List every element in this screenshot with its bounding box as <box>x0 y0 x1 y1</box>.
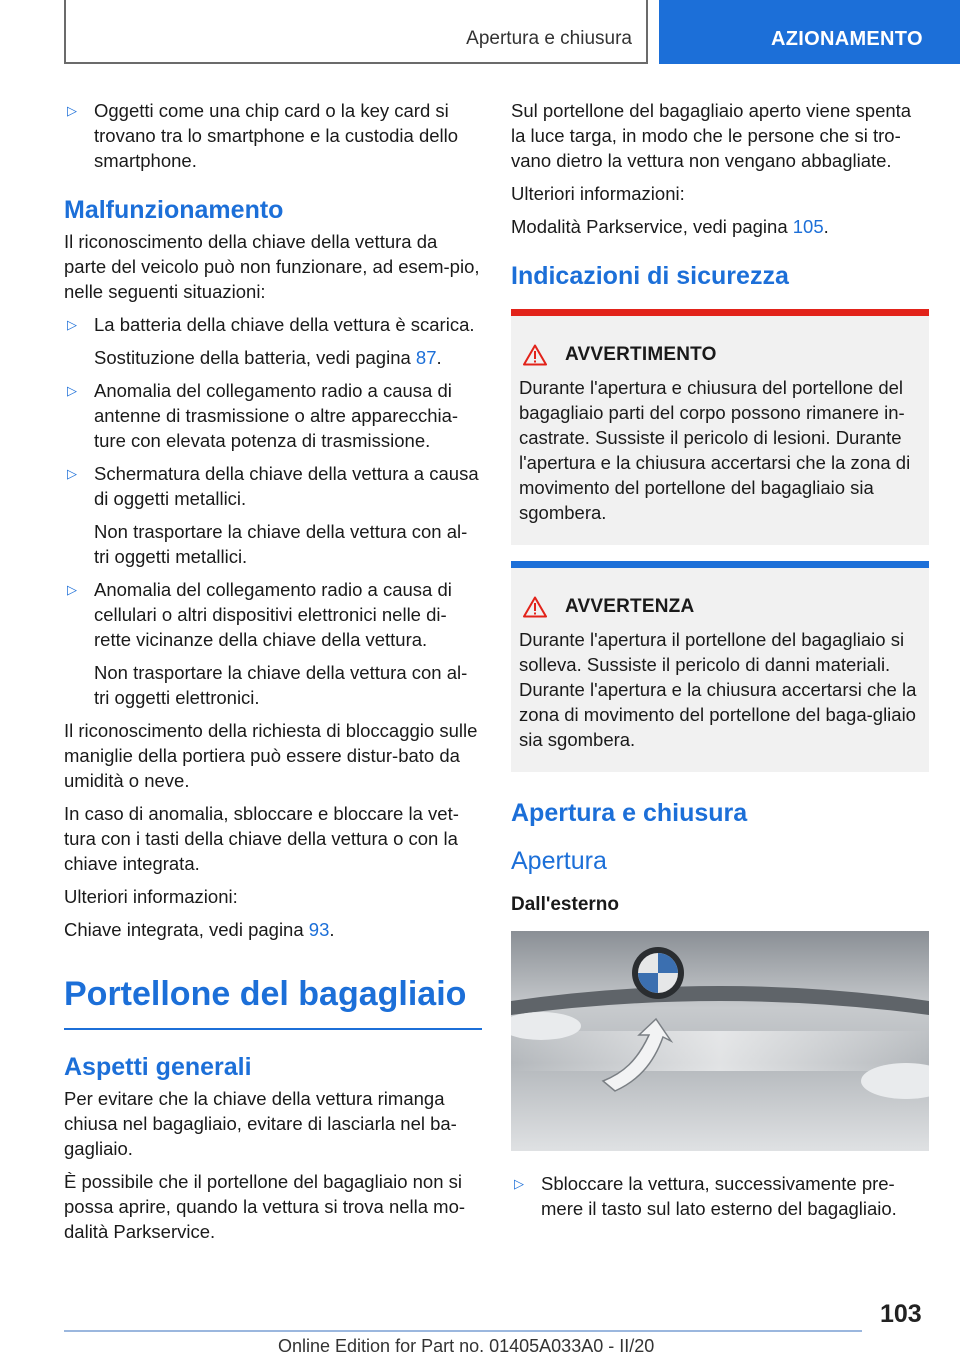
caution-box <box>511 561 929 772</box>
list-item-note: Non trasportare la chiave della vettura con al-tri oggetti elettronici. <box>94 662 468 708</box>
list-item: ▷ Anomalia del collegamento radio a causa di antenne di trasmissione o altre apparecchia-ture con elevata potenza di trasmissione. <box>67 380 459 451</box>
heading-portellone: Portellone del bagagliaio <box>64 972 482 1030</box>
warning-box <box>511 309 929 545</box>
list-item: ▷ Sbloccare la vettura, successivamente pre-mere il tasto sul lato esterno del bagagliaio. <box>514 1173 897 1219</box>
header-tab <box>659 0 960 64</box>
heading-indicazioni-sicurezza: Indicazioni di sicurezza <box>511 262 789 290</box>
warning-text: Durante l'apertura e chiusura del portellone del bagagliaio parti del corpo possono rimanere in-castrate. Sussiste il pericolo di lesioni. Durante l'apertura e la chiusura accertarsi che la zona di movimento del portellone del bagagliaio sia sgombera. <box>519 377 911 523</box>
list-item: ▷ Schermatura della chiave della vettura a causa di oggetti metallici. <box>67 463 479 509</box>
caution-title: AVVERTENZA <box>565 596 695 617</box>
caution-text: Durante l'apertura il portellone del bagagliaio si solleva. Sussiste il pericolo di danni materiali. Durante l'apertura e la chiusura accertarsi che la zona di movimento del portellone del baga-gliaio sia sgombera. <box>519 629 917 750</box>
page-number: 103 <box>880 1300 922 1328</box>
heading-malfunzionamento: Malfunzionamento <box>64 196 284 224</box>
page-link-93[interactable]: 93 <box>308 919 330 940</box>
list-item: ▷ Oggetti come una chip card o la key card si trovano tra lo smartphone e la custodia dello smartphone. <box>67 100 459 171</box>
paragraph: Per evitare che la chiave della vettura rimanga chiusa nel bagagliaio, evitare di lasciarla nel ba-gagliaio. <box>64 1088 457 1159</box>
warning-triangle-icon <box>523 344 547 366</box>
heading-aspetti-generali: Aspetti generali <box>64 1053 252 1081</box>
page-link-105[interactable]: 105 <box>792 216 824 237</box>
list-item: ▷ Anomalia del collegamento radio a causa di cellulari o altri dispositivi elettronici nelle di-rette vicinanze della chiave della vettura. <box>67 579 452 650</box>
list-item: ▷ La batteria della chiave della vettura è scarica. <box>67 314 475 335</box>
warning-title: AVVERTIMENTO <box>565 344 717 365</box>
heading-apertura: Apertura <box>511 847 607 875</box>
triangle-bullet-icon: ▷ <box>67 317 77 332</box>
paragraph: È possibile che il portellone del bagagliaio non si possa aprire, quando la vettura si trova nella mo-dalità Parkservice. <box>64 1171 466 1242</box>
list-item-note: Sostituzione della batteria, vedi pagina 87. <box>94 347 442 368</box>
triangle-bullet-icon: ▷ <box>67 582 77 597</box>
paragraph: Sul portellone del bagagliaio aperto viene spenta la luce targa, in modo che le persone che si tro-vano dietro la vettura non vengano abbagliate. <box>511 100 912 171</box>
paragraph: Il riconoscimento della chiave della vettura da parte del veicolo può non funzionare, ad esem-pio, nelle seguenti situazioni: <box>64 231 480 302</box>
paragraph: Ulteriori informazioni: <box>64 886 238 907</box>
left-column <box>64 98 482 1252</box>
triangle-bullet-icon: ▷ <box>67 103 77 118</box>
paragraph: Ulteriori informazioni: <box>511 183 685 204</box>
triangle-bullet-icon: ▷ <box>67 466 77 481</box>
footer-divider <box>64 1330 862 1332</box>
paragraph: Modalità Parkservice, vedi pagina 105. <box>511 216 829 237</box>
paragraph: Chiave integrata, vedi pagina 93. <box>64 919 335 940</box>
header-tab-label: AZIONAMENTO <box>771 28 923 50</box>
warning-triangle-icon <box>523 596 547 618</box>
trunk-button-photo <box>511 931 929 1151</box>
triangle-bullet-icon: ▷ <box>67 383 77 398</box>
header-frame <box>64 0 648 64</box>
heading-apertura-chiusura: Apertura e chiusura <box>511 799 748 827</box>
right-column <box>511 98 929 1229</box>
footer-edition: Online Edition for Part no. 01405A033A0 - II/20 <box>278 1336 655 1356</box>
heading-dall-esterno: Dall'esterno <box>511 894 619 915</box>
paragraph: In caso di anomalia, sbloccare e bloccare la vet-tura con i tasti della chiave della vettura o con la chiave integrata. <box>64 803 459 874</box>
list-item-note: Non trasportare la chiave della vettura con al-tri oggetti metallici. <box>94 521 468 567</box>
header-section-title: Apertura e chiusura <box>466 28 632 49</box>
triangle-bullet-icon: ▷ <box>514 1176 524 1191</box>
page-link-87[interactable]: 87 <box>415 347 437 368</box>
paragraph: Il riconoscimento della richiesta di bloccaggio sulle maniglie della portiera può essere distur-bato da umidità o neve. <box>64 720 478 791</box>
